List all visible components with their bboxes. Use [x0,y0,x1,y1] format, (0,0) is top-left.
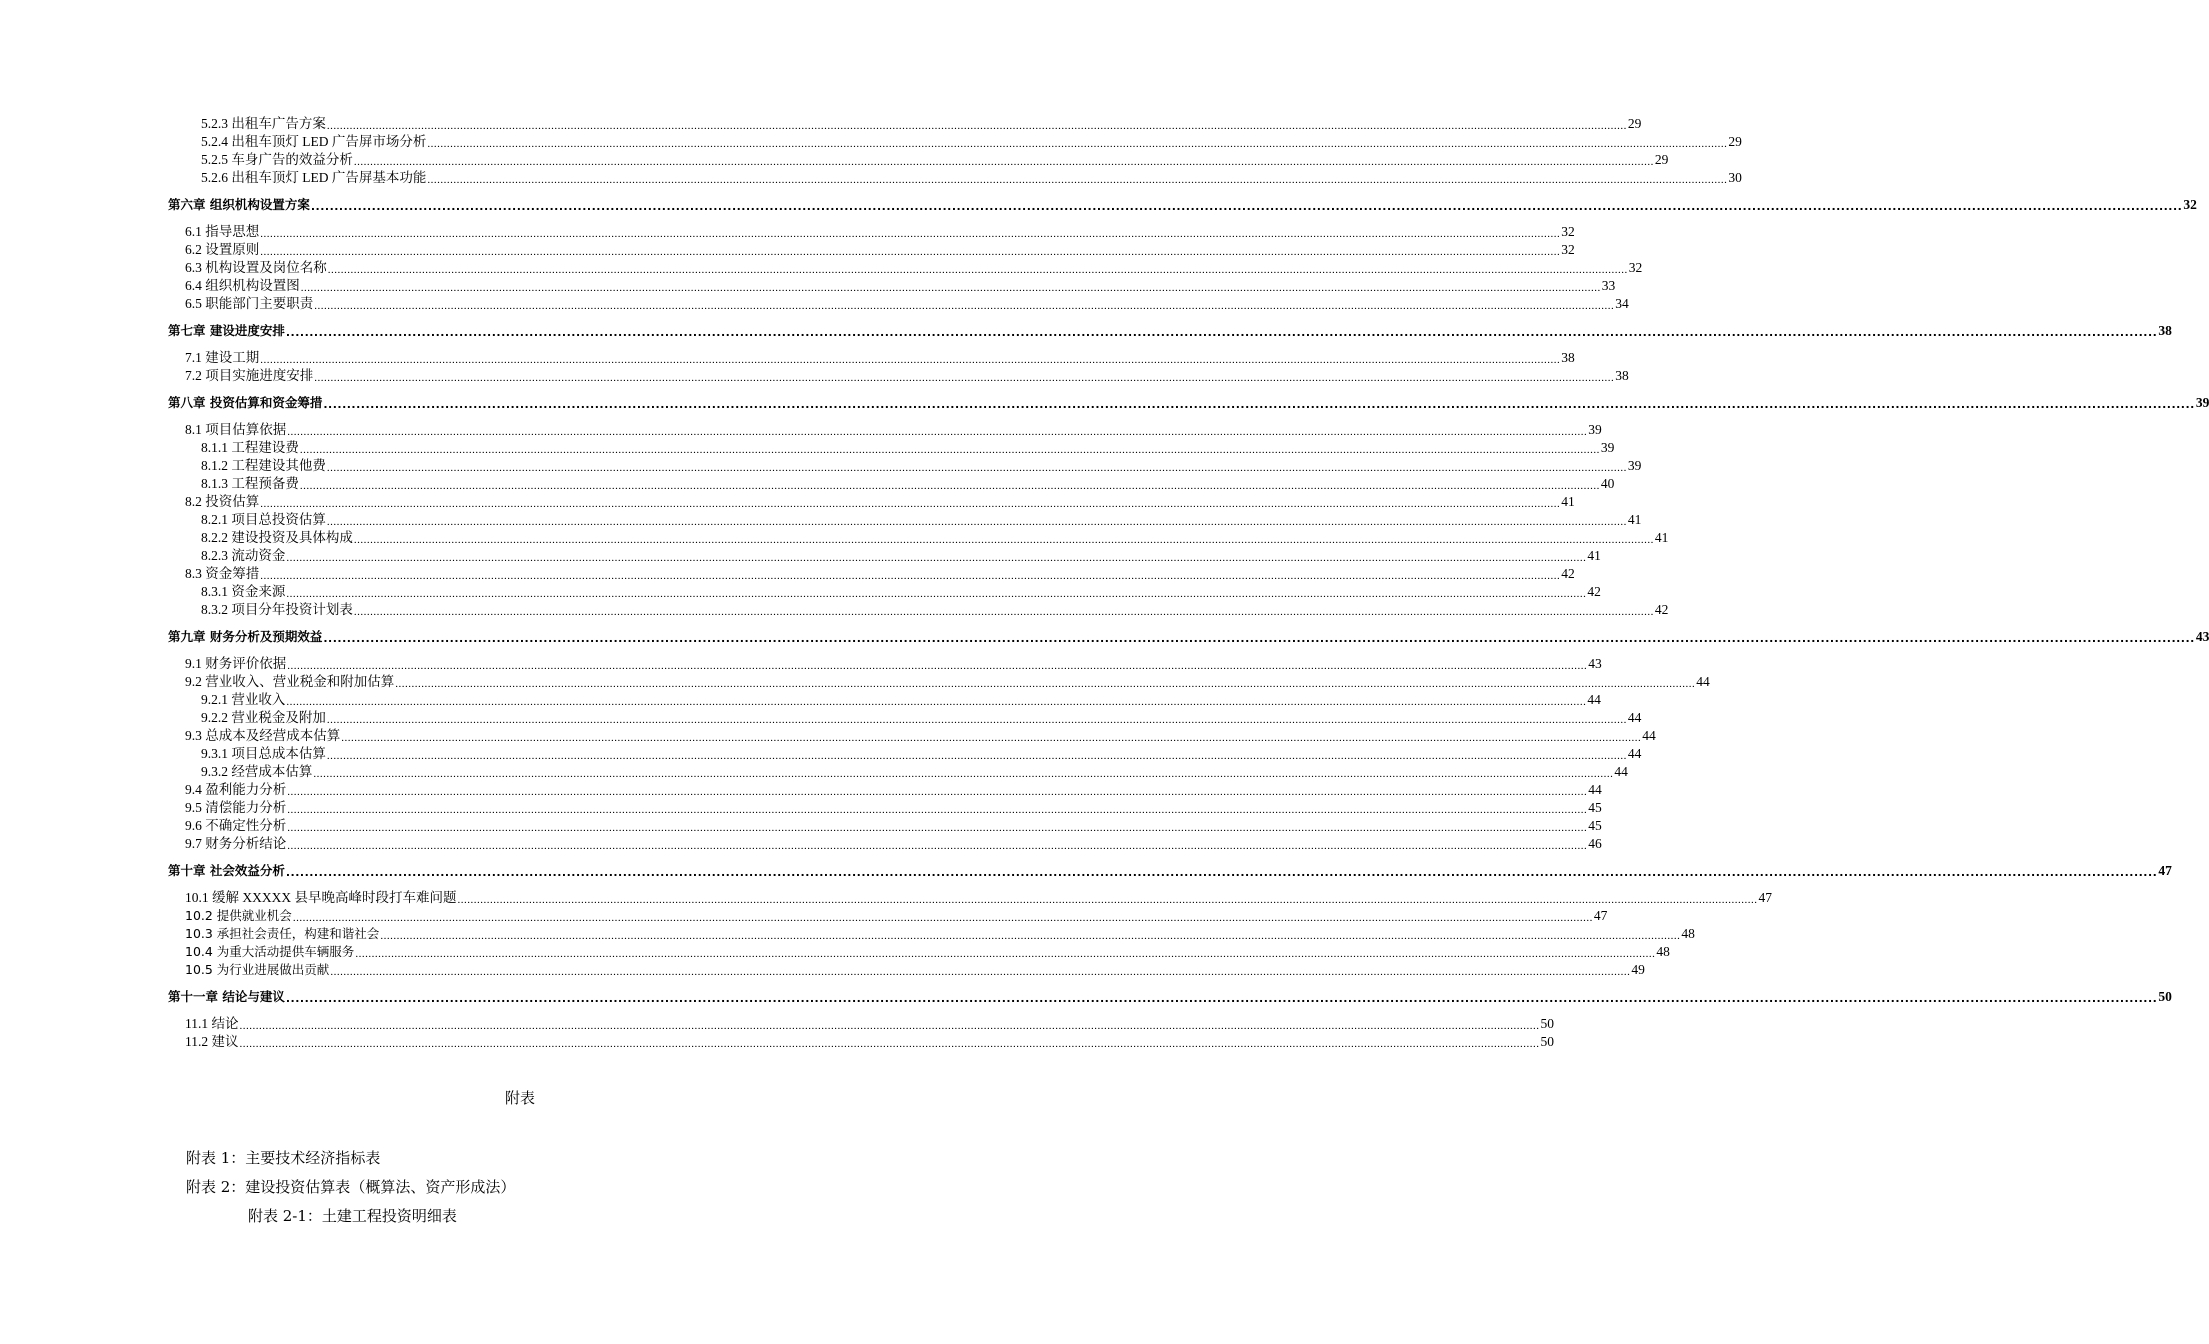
toc-dot-leader: ................................................................................................................................................................................................................................................................................................................................................................................................................ [427,174,1728,186]
toc-page-number: 44 [1614,764,1628,779]
toc-dot-leader: ................................................................................................................................................................................................................................................................................................................................................................................................................ [353,156,1654,168]
toc-page-number: 32 [1561,242,1575,257]
toc-dot-leader: ................................................................................................................................................................................................................................................................................................................................................................................................................ [380,930,1681,942]
toc-page-number: 41 [1654,530,1669,545]
toc-dot-leader: ................................................................................................................................................................................................................................................................................................................................................................................................................ [285,326,2158,339]
toc-entry[interactable] [185,907,1608,925]
toc-entry-title: 8.2.3 流动资金 [201,548,286,563]
toc-page-number: 38 [1561,350,1575,365]
toc-dot-leader: ................................................................................................................................................................................................................................................................................................................................................................................................................ [260,354,1561,366]
toc-dot-leader: ................................................................................................................................................................................................................................................................................................................................................................................................................ [323,398,2195,411]
toc-entry[interactable] [201,115,1642,133]
toc-page-number: 43 [1588,656,1602,671]
toc-entry-title: 10.4 为重大活动提供车辆服务 [185,944,355,959]
toc-entry[interactable] [201,439,1615,457]
toc-dot-leader: ................................................................................................................................................................................................................................................................................................................................................................................................................ [313,768,1614,780]
toc-entry[interactable] [185,349,1575,367]
toc-entry-title: 9.2 营业收入、营业税金和附加估算 [185,674,395,689]
toc-page-number: 44 [1588,782,1602,797]
toc-dot-leader: ................................................................................................................................................................................................................................................................................................................................................................................................................ [314,372,1615,384]
toc-entry[interactable] [185,367,1629,385]
toc-dot-leader: ................................................................................................................................................................................................................................................................................................................................................................................................................ [286,552,1587,564]
toc-entry[interactable] [185,655,1602,673]
toc-entry-title: 9.2.2 营业税金及附加 [201,710,326,725]
toc-dot-leader: ................................................................................................................................................................................................................................................................................................................................................................................................................ [326,120,1627,132]
toc-entry[interactable] [185,241,1575,259]
appendix-item: 附表 2：建设投资估算表（概算法、资产形成法） [186,1178,516,1196]
toc-dot-leader: ................................................................................................................................................................................................................................................................................................................................................................................................................ [457,894,1758,906]
toc-entry[interactable] [201,691,1601,709]
toc-entry[interactable] [185,565,1575,583]
toc-dot-leader: ................................................................................................................................................................................................................................................................................................................................................................................................................ [287,804,1588,816]
toc-entry-title: 10.3 承担社会责任，构建和谐社会 [185,926,380,941]
toc-page-number: 34 [1615,296,1629,311]
toc-entry-title: 6.2 设置原则 [185,242,260,257]
toc-entry[interactable] [185,817,1602,835]
toc-dot-leader: ................................................................................................................................................................................................................................................................................................................................................................................................................ [299,444,1600,456]
appendix-item: 附表 1：主要技术经济指标表 [186,1149,381,1167]
toc-dot-leader: ................................................................................................................................................................................................................................................................................................................................................................................................................ [314,300,1615,312]
toc-entry-title: 第九章 财务分析及预期效益 [168,629,323,644]
toc-entry-title: 10.2 提供就业机会 [185,908,292,923]
toc-dot-leader: ................................................................................................................................................................................................................................................................................................................................................................................................................ [287,840,1588,852]
toc-page-number: 39 [1588,422,1602,437]
toc-page-number: 41 [1561,494,1575,509]
toc-page-number: 47 [1758,890,1772,905]
toc-page-number: 32 [2183,197,2197,212]
toc-page-number: 46 [1588,836,1602,851]
toc-dot-leader: ................................................................................................................................................................................................................................................................................................................................................................................................................ [287,786,1588,798]
toc-page-number: 41 [1587,548,1601,563]
toc-chapter-entry[interactable] [168,862,2172,880]
toc-dot-leader: ................................................................................................................................................................................................................................................................................................................................................................................................................ [260,498,1561,510]
toc-page-number: 33 [1601,278,1616,293]
toc-page-number: 48 [1656,944,1670,959]
toc-dot-leader: ................................................................................................................................................................................................................................................................................................................................................................................................................ [287,426,1588,438]
toc-page-number: 45 [1588,800,1602,815]
toc-chapter-entry[interactable] [168,322,2172,340]
toc-page-number: 38 [1615,368,1629,383]
toc-entry[interactable] [185,799,1602,817]
toc-entry[interactable] [185,1015,1554,1033]
toc-entry[interactable] [185,223,1575,241]
toc-entry[interactable] [201,529,1669,547]
toc-dot-leader: ................................................................................................................................................................................................................................................................................................................................................................................................................ [287,660,1588,672]
toc-page-number: 39 [2195,395,2209,410]
toc-entry-title: 5.2.5 车身广告的效益分析 [201,152,353,167]
toc-dot-leader: ................................................................................................................................................................................................................................................................................................................................................................................................................ [260,228,1561,240]
toc-page-number: 29 [1627,116,1642,131]
toc-entry-title: 第八章 投资估算和资金筹措 [168,395,323,410]
toc-page-number: 38 [2158,323,2172,338]
toc-entry-title: 9.3 总成本及经营成本估算 [185,728,341,743]
toc-entry-title: 10.5 为行业进展做出贡献 [185,962,330,977]
toc-dot-leader: ................................................................................................................................................................................................................................................................................................................................................................................................................ [292,912,1593,924]
toc-entry-title: 10.1 缓解 XXXXX 县早晚高峰时段打车难问题 [185,890,457,905]
toc-page-number: 29 [1728,134,1742,149]
toc-dot-leader: ................................................................................................................................................................................................................................................................................................................................................................................................................ [300,282,1601,294]
toc-entry-title: 第十章 社会效益分析 [168,863,285,878]
toc-page-number: 42 [1561,566,1575,581]
toc-entry-title: 8.1.1 工程建设费 [201,440,299,455]
toc-page-number: 39 [1600,440,1615,455]
toc-entry[interactable] [185,781,1602,799]
toc-chapter-entry[interactable] [168,628,2209,646]
toc-entry-title: 9.1 财务评价依据 [185,656,287,671]
toc-page-number: 45 [1588,818,1602,833]
toc-entry-title: 8.3.2 项目分年投资计划表 [201,602,353,617]
toc-dot-leader: ................................................................................................................................................................................................................................................................................................................................................................................................................ [260,570,1561,582]
toc-page-number: 43 [2195,629,2209,644]
toc-entry-title: 5.2.4 出租车顶灯 LED 广告屏市场分析 [201,134,427,149]
toc-page-number: 49 [1631,962,1645,977]
toc-entry-title: 9.7 财务分析结论 [185,836,287,851]
toc-page-number: 44 [1627,746,1642,761]
toc-dot-leader: ................................................................................................................................................................................................................................................................................................................................................................................................................ [239,1038,1540,1050]
toc-dot-leader: ................................................................................................................................................................................................................................................................................................................................................................................................................ [239,1020,1540,1032]
toc-entry[interactable] [201,763,1628,781]
toc-entry[interactable] [201,475,1615,493]
toc-entry-title: 9.3.2 经营成本估算 [201,764,313,779]
toc-dot-leader: ................................................................................................................................................................................................................................................................................................................................................................................................................ [427,138,1728,150]
toc-entry-title: 8.3 资金筹措 [185,566,260,581]
toc-dot-leader: ................................................................................................................................................................................................................................................................................................................................................................................................................ [326,714,1627,726]
toc-entry-title: 第七章 建设进度安排 [168,323,285,338]
toc-entry[interactable] [185,493,1575,511]
toc-entry-title: 9.5 清偿能力分析 [185,800,287,815]
toc-entry[interactable] [201,151,1669,169]
toc-entry-title: 11.2 建议 [185,1034,239,1049]
toc-entry-title: 5.2.3 出租车广告方案 [201,116,326,131]
toc-entry[interactable] [201,745,1642,763]
toc-dot-leader: ................................................................................................................................................................................................................................................................................................................................................................................................................ [260,246,1561,258]
toc-dot-leader: ................................................................................................................................................................................................................................................................................................................................................................................................................ [353,534,1654,546]
toc-entry-title: 11.1 结论 [185,1016,239,1031]
toc-page-number: 40 [1600,476,1615,491]
toc-entry-title: 5.2.6 出租车顶灯 LED 广告屏基本功能 [201,170,427,185]
toc-entry-title: 9.2.1 营业收入 [201,692,286,707]
toc-dot-leader: ................................................................................................................................................................................................................................................................................................................................................................................................................ [286,696,1587,708]
toc-entry[interactable] [201,511,1642,529]
toc-page-number: 42 [1587,584,1601,599]
toc-page-number: 41 [1627,512,1642,527]
toc-entry-title: 6.3 机构设置及岗位名称 [185,260,327,275]
toc-entry[interactable] [185,673,1710,691]
toc-page-number: 50 [2158,989,2172,1004]
toc-entry[interactable] [185,835,1602,853]
toc-entry-title: 8.2 投资估算 [185,494,260,509]
toc-entry[interactable] [201,457,1642,475]
toc-page-number: 44 [1696,674,1710,689]
toc-dot-leader: ................................................................................................................................................................................................................................................................................................................................................................................................................ [327,264,1628,276]
toc-dot-leader: ................................................................................................................................................................................................................................................................................................................................................................................................................ [341,732,1642,744]
toc-entry[interactable] [185,295,1629,313]
toc-entry[interactable] [201,169,1742,187]
toc-page-number: 44 [1587,692,1601,707]
toc-entry-title: 8.1 项目估算依据 [185,422,287,437]
toc-entry-title: 9.6 不确定性分析 [185,818,287,833]
toc-dot-leader: ................................................................................................................................................................................................................................................................................................................................................................................................................ [326,516,1627,528]
toc-dot-leader: ................................................................................................................................................................................................................................................................................................................................................................................................................ [286,588,1587,600]
toc-entry-title: 8.2.2 建设投资及具体构成 [201,530,353,545]
toc-entry[interactable] [185,259,1643,277]
toc-entry-title: 第十一章 结论与建议 [168,989,285,1004]
toc-entry[interactable] [185,943,1670,961]
toc-dot-leader: ................................................................................................................................................................................................................................................................................................................................................................................................................ [330,966,1631,978]
toc-entry-title: 8.1.3 工程预备费 [201,476,299,491]
toc-page-number: 29 [1654,152,1669,167]
toc-chapter-entry[interactable] [168,988,2172,1006]
toc-dot-leader: ................................................................................................................................................................................................................................................................................................................................................................................................................ [323,632,2195,645]
toc-page-number: 30 [1728,170,1742,185]
toc-dot-leader: ................................................................................................................................................................................................................................................................................................................................................................................................................ [287,822,1588,834]
toc-entry-title: 7.2 项目实施进度安排 [185,368,314,383]
toc-entry[interactable] [201,133,1742,151]
toc-entry-title: 8.2.1 项目总投资估算 [201,512,326,527]
toc-entry[interactable] [185,961,1645,979]
toc-entry[interactable] [201,583,1601,601]
toc-entry-title: 9.4 盈利能力分析 [185,782,287,797]
toc-entry[interactable] [201,709,1642,727]
toc-page-number: 50 [1540,1034,1554,1049]
toc-entry[interactable] [185,889,1772,907]
toc-page-number: 32 [1628,260,1643,275]
toc-dot-leader: ................................................................................................................................................................................................................................................................................................................................................................................................................ [326,750,1627,762]
toc-page-number: 44 [1627,710,1642,725]
toc-entry[interactable] [201,547,1601,565]
toc-entry-title: 6.1 指导思想 [185,224,260,239]
toc-entry[interactable] [185,421,1602,439]
toc-entry-title: 7.1 建设工期 [185,350,260,365]
toc-entry[interactable] [185,925,1695,943]
toc-page-number: 42 [1654,602,1669,617]
toc-page-number: 32 [1561,224,1575,239]
toc-dot-leader: ................................................................................................................................................................................................................................................................................................................................................................................................................ [355,948,1656,960]
toc-dot-leader: ................................................................................................................................................................................................................................................................................................................................................................................................................ [395,678,1696,690]
toc-chapter-entry[interactable] [168,394,2209,412]
toc-entry-title: 8.3.1 资金来源 [201,584,286,599]
toc-entry[interactable] [185,727,1656,745]
toc-dot-leader: ................................................................................................................................................................................................................................................................................................................................................................................................................ [285,866,2158,879]
toc-entry-title: 6.5 职能部门主要职责 [185,296,314,311]
toc-entry-title: 8.1.2 工程建设其他费 [201,458,326,473]
toc-entry-title: 6.4 组织机构设置图 [185,278,300,293]
appendix-item: 附表 2-1：土建工程投资明细表 [248,1207,457,1225]
toc-page-number: 47 [1593,908,1608,923]
toc-dot-leader: ................................................................................................................................................................................................................................................................................................................................................................................................................ [299,480,1600,492]
toc-entry-title: 第六章 组织机构设置方案 [168,197,310,212]
toc-dot-leader: ................................................................................................................................................................................................................................................................................................................................................................................................................ [285,992,2158,1005]
toc-page-number: 50 [1540,1016,1554,1031]
toc-entry[interactable] [201,601,1669,619]
toc-entry-title: 9.3.1 项目总成本估算 [201,746,326,761]
toc-page-number: 48 [1681,926,1695,941]
toc-page-number: 39 [1627,458,1642,473]
toc-chapter-entry[interactable] [168,196,2197,214]
toc-dot-leader: ................................................................................................................................................................................................................................................................................................................................................................................................................ [310,200,2183,213]
toc-entry[interactable] [185,277,1616,295]
toc-entry[interactable] [185,1033,1554,1051]
toc-dot-leader: ................................................................................................................................................................................................................................................................................................................................................................................................................ [326,462,1627,474]
appendix-title: 附表 [504,1089,535,1107]
toc-page-number: 44 [1642,728,1656,743]
toc-page-number: 47 [2158,863,2172,878]
toc-dot-leader: ................................................................................................................................................................................................................................................................................................................................................................................................................ [353,606,1654,618]
